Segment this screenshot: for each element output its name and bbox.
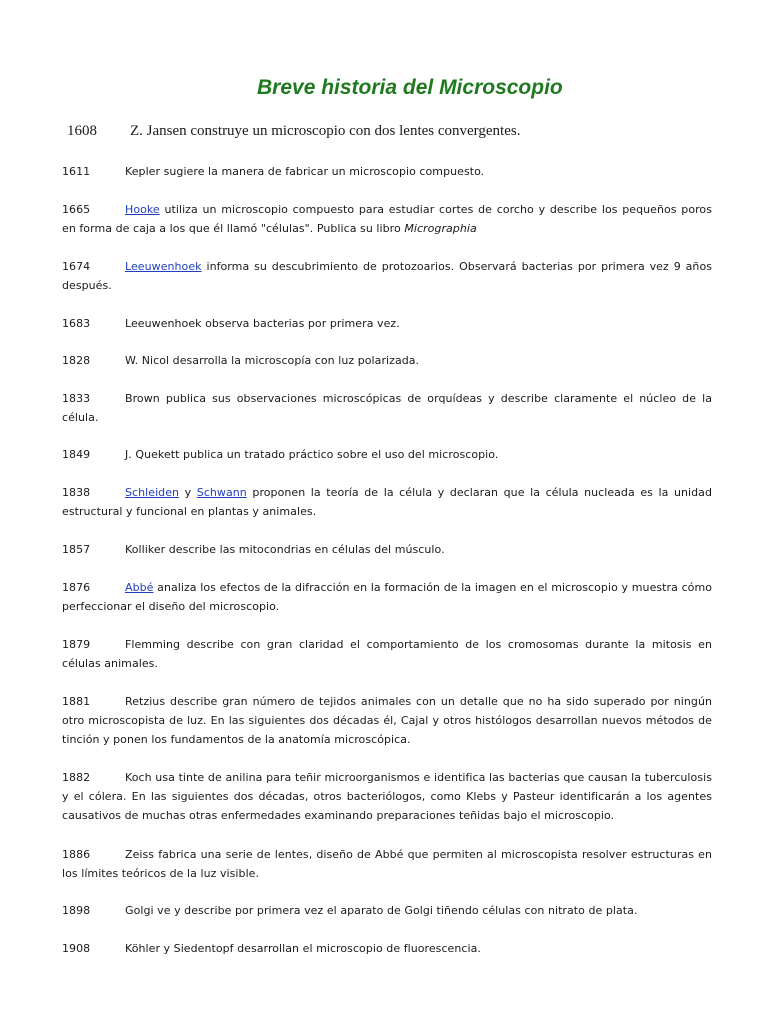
entry-year: 1611 — [62, 165, 91, 178]
timeline-entry-1833 — [62, 389, 712, 427]
entry-text: Kepler sugiere la manera de fabricar un microscopio compuesto. — [125, 165, 485, 178]
timeline-entry-1611 — [62, 162, 712, 181]
entry-text: Leeuwenhoek observa bacterias por primera vez. — [125, 317, 400, 330]
timeline-entry-1886 — [62, 845, 712, 883]
entry-year: 1908 — [62, 942, 91, 955]
timeline-entry-1683 — [62, 314, 712, 333]
page-title: Breve historia del Microscopio — [257, 76, 563, 99]
entry-year: 1857 — [62, 543, 91, 556]
schleiden-link[interactable]: Schleiden — [125, 486, 180, 499]
timeline-entry-1828 — [62, 351, 712, 370]
timeline-entry-1838 — [62, 483, 712, 521]
entry-text: informa su descubrimiento de protozoarios. Observará bacterias por primera vez 9 años después. — [62, 260, 713, 292]
entry-text: Flemming describe con gran claridad el comportamiento de los cromosomas durante la mitosis en células animales. — [62, 638, 712, 670]
timeline-entry-1857 — [62, 540, 712, 559]
entry-year: 1665 — [62, 203, 91, 216]
entry-year: 1828 — [62, 354, 91, 367]
entry-text: Koch usa tinte de anilina para teñir microorganismos e identifica las bacterias que causan la tuberculosis y el cólera. En las siguientes dos décadas, otros bacteriólogos, como Klebs y Pasteur identificarán a los agentes causativos de muchas otras enfermedades examinando preparaciones teñidas bajo el microscopio. — [62, 771, 712, 822]
timeline-entry-1849 — [62, 445, 712, 464]
entry-year: 1898 — [62, 904, 91, 917]
timeline-entry-1898 — [62, 901, 712, 920]
entry-text: Retzius describe gran número de tejidos animales con un detalle que no ha sido superado por ningún otro microscopista de luz. En las siguientes dos décadas él, Cajal y otros histólogos desarrollan nuevos métodos de tinción y ponen los fundamentos de la anatomía microscópica. — [62, 695, 712, 746]
entry-year: 1886 — [62, 848, 91, 861]
timeline-entry-1876 — [62, 578, 712, 616]
entry-text: J. Quekett publica un tratado práctico sobre el uso del microscopio. — [125, 448, 499, 461]
entry-text: utiliza un microscopio compuesto para estudiar cortes de corcho y describe los pequeños poros en forma de caja a los que él llamó "células". Publica su libro — [62, 203, 712, 235]
entry-text: Kolliker describe las mitocondrias en células del músculo. — [125, 543, 445, 556]
timeline-entry-1908 — [62, 939, 712, 958]
entry-text: Golgi ve y describe por primera vez el aparato de Golgi tiñendo células con nitrato de plata. — [125, 904, 638, 917]
entry-text: proponen la teoría de la célula y declaran que la célula nucleada es la unidad estructural y funcional en plantas y animales. — [62, 486, 712, 518]
entry-text: Z. Jansen construye un microscopio con dos lentes convergentes. — [130, 123, 521, 139]
timeline-entry-1879 — [62, 635, 712, 673]
abbe-link[interactable]: Abbé — [125, 581, 154, 594]
timeline-entry-1608 — [67, 123, 520, 140]
entry-year: 1608 — [67, 123, 97, 139]
entry-year: 1683 — [62, 317, 91, 330]
entry-year: 1849 — [62, 448, 91, 461]
schwann-link[interactable]: Schwann — [196, 486, 247, 499]
entry-text: W. Nicol desarrolla la microscopía con luz polarizada. — [125, 354, 420, 367]
timeline-entry-1881 — [62, 692, 712, 749]
timeline-entry-1674 — [62, 257, 712, 295]
entry-text: Köhler y Siedentopf desarrollan el microscopio de fluorescencia. — [125, 942, 481, 955]
timeline-entry-1882 — [62, 768, 712, 825]
timeline-entry-1665 — [62, 200, 712, 238]
entry-conjunction: y — [184, 486, 192, 499]
hooke-link[interactable]: Hooke — [125, 203, 160, 216]
entry-year: 1879 — [62, 638, 91, 651]
book-title: Micrographia — [404, 222, 477, 235]
entry-year: 1876 — [62, 581, 91, 594]
entry-year: 1881 — [62, 695, 91, 708]
entry-year: 1882 — [62, 771, 91, 784]
entry-text: analiza los efectos de la difracción en la formación de la imagen en el microscopio y muestra cómo perfeccionar el diseño del microscopio. — [62, 581, 713, 613]
entry-year: 1838 — [62, 486, 91, 499]
entry-year: 1833 — [62, 392, 91, 405]
entry-year: 1674 — [62, 260, 91, 273]
entry-text: Zeiss fabrica una serie de lentes, diseño de Abbé que permiten al microscopista resolver estructuras en los límites teóricos de la luz visible. — [62, 848, 712, 880]
entry-text: Brown publica sus observaciones microscópicas de orquídeas y describe claramente el núcleo de la célula. — [62, 392, 712, 424]
leeuwenhoek-link[interactable]: Leeuwenhoek — [125, 260, 202, 273]
